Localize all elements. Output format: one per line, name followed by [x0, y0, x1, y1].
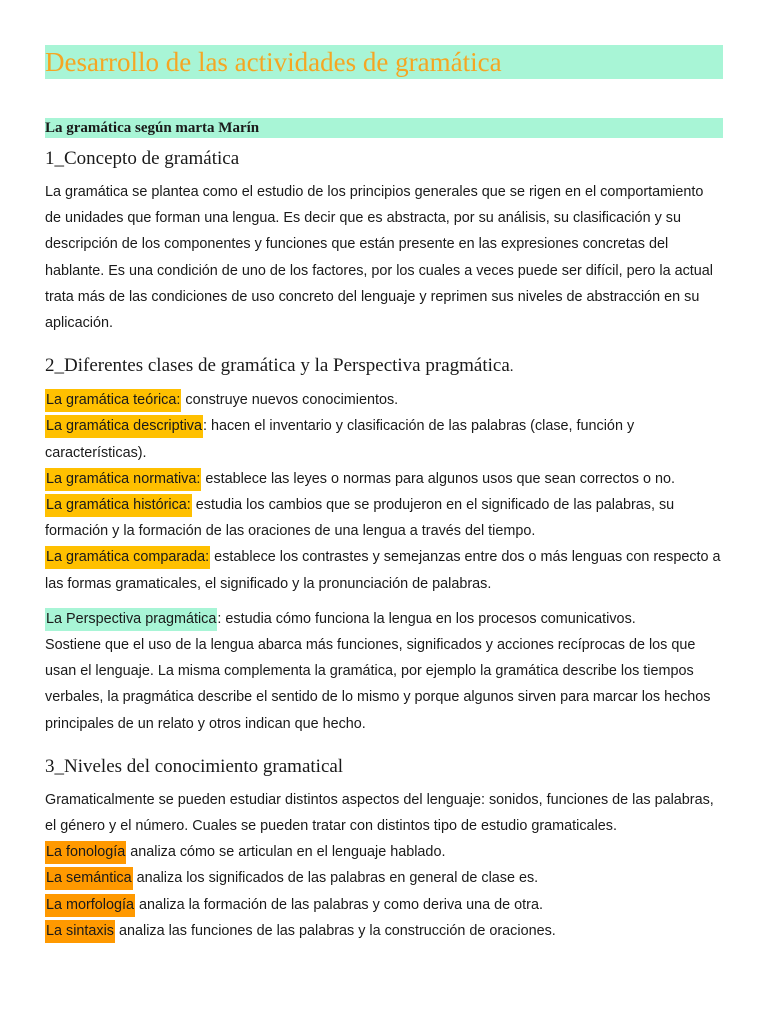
level-item — [45, 918, 723, 944]
grammar-type-item — [45, 544, 723, 596]
section2-heading-suffix: . — [509, 359, 514, 376]
section1-heading: 1_Concepto de gramática — [45, 148, 240, 169]
level-item — [45, 892, 723, 918]
level-item — [45, 865, 723, 891]
pragmatic-term: La Perspectiva pragmática — [45, 608, 217, 631]
section2-heading — [45, 354, 723, 379]
grammar-type-term: La gramática descriptiva — [45, 415, 203, 438]
document-page — [45, 45, 723, 944]
grammar-type-term: La gramática normativa: — [45, 468, 201, 491]
grammar-type-term: La gramática teórica: — [45, 389, 181, 412]
grammar-type-item — [45, 413, 723, 465]
level-text: analiza las funciones de las palabras y la construcción de oraciones. — [115, 922, 556, 939]
level-term: La sintaxis — [45, 920, 115, 943]
pragmatic-definition — [45, 606, 723, 632]
section3-body: Gramaticalmente se pueden estudiar distintos aspectos del lenguaje: sonidos, funciones de las palabras, el género y el número. Cuales se pueden tratar con distintos tipo de estudio gramaticales. — [45, 791, 714, 835]
grammar-type-text: construye nuevos conocimientos. — [181, 392, 399, 409]
level-term: La morfología — [45, 894, 135, 917]
document-title: Desarrollo de las actividades de gramática — [45, 45, 723, 79]
grammar-type-term: La gramática histórica: — [45, 494, 192, 517]
grammar-type-text: establece los contrastes y semejanzas entre dos o más lenguas con respecto a las formas gramaticales, el significado y la pronunciación de palabras. — [45, 549, 721, 592]
pragmatic-body: Sostiene que el uso de la lengua abarca más funciones, significados y acciones recíprocas de los que usan el lenguaje. La misma complementa la gramática, por ejemplo la gramática describe los tiempos verbales, la pragmática describe el sentido de lo mismo y porque algunos sirven para marcar los hechos principales de un relato y otros indican que hecho. — [45, 637, 711, 732]
grammar-type-item — [45, 492, 723, 544]
level-term: La fonología — [45, 841, 126, 864]
level-item — [45, 839, 723, 865]
grammar-type-text: estudia los cambios que se produjeron en el significado de las palabras, su formación y la formación de las oraciones de una lengua a través del tiempo. — [45, 497, 675, 540]
grammar-type-text: : hacen el inventario y clasificación de las palabras (clase, función y características). — [45, 418, 635, 461]
grammar-type-item — [45, 466, 723, 492]
level-term: La semántica — [45, 867, 133, 890]
subtitle: La gramática según marta Marín — [45, 118, 723, 138]
pragmatic-text: : estudia cómo funciona la lengua en los procesos comunicativos. — [217, 610, 636, 627]
grammar-type-text: establece las leyes o normas para algunos usos que sean correctos o no. — [201, 470, 675, 487]
section2-heading-text: 2_Diferentes clases de gramática y la Perspectiva pragmática — [45, 355, 510, 377]
level-text: analiza los significados de las palabras en general de clase es. — [132, 870, 539, 887]
grammar-type-term: La gramática comparada: — [45, 546, 210, 569]
section3-heading: 3_Niveles del conocimiento gramatical — [45, 755, 344, 777]
level-text: analiza la formación de las palabras y como deriva una de otra. — [135, 896, 543, 913]
section1-body: La gramática se plantea como el estudio de los principios generales que se rigen en el comportamiento de unidades que forman una lengua. Es decir que es abstracta, por su análisis, su clasificación y su descripción de los componentes y funciones que están presente en las expresiones concretas del hablante. Es una condición de uno de los factores, por los cuales a veces puede ser difícil, pero la actual trata más de las condiciones de uso concreto del lenguaje y reprimen sus niveles de abstracción en su aplicación. — [45, 184, 713, 332]
grammar-type-item — [45, 387, 723, 413]
level-text: analiza cómo se articulan en el lenguaje hablado. — [126, 844, 446, 861]
